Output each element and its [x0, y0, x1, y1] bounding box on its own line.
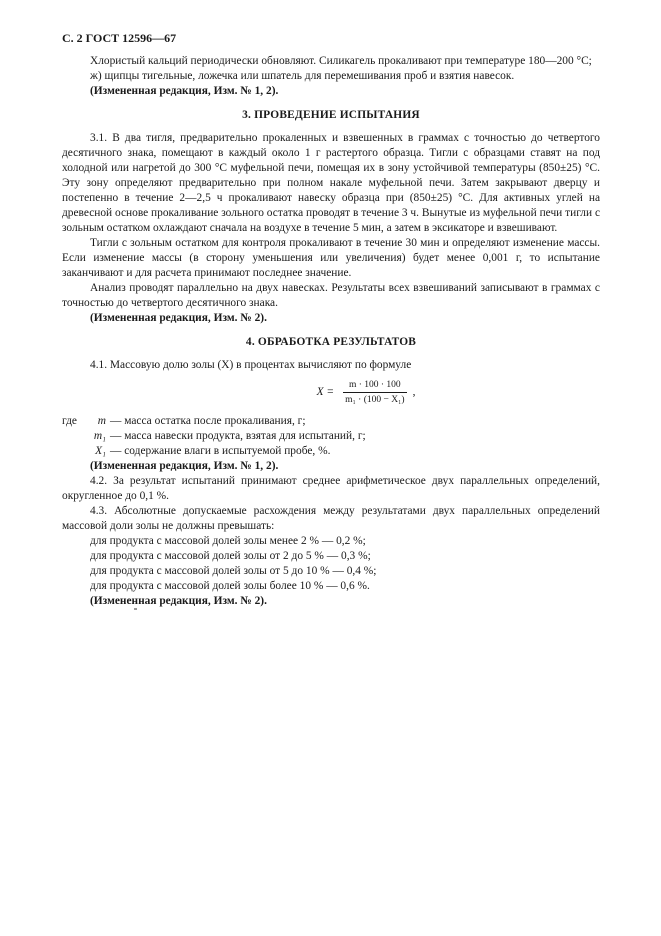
section-4-revision-note-2: (Измененная редакция, Изм. № 2).: [90, 595, 267, 607]
formula-denominator: m₁ · (100 − X₁): [345, 395, 405, 405]
list-item: для продукта с массовой долей золы более 10 % — 0,6 %.: [90, 580, 370, 592]
formula-fraction: [339, 379, 410, 406]
ash-formula: [62, 379, 600, 406]
section-4-revision-note-1: (Измененная редакция, Изм. № 1, 2).: [90, 460, 279, 472]
where-row: [62, 444, 600, 459]
section-4-paragraph-3: 4.3. Абсолютные допускаемые расхождения между результатами двух параллельных определений массовой доли золы не должны превышать:: [62, 505, 600, 532]
where-row: [62, 429, 600, 444]
section-4-paragraph-1: 4.1. Массовую долю золы (X) в процентах вычисляют по формуле: [90, 359, 412, 371]
formula-lhs: X =: [316, 386, 335, 398]
scan-speck: [134, 608, 137, 610]
list-item: для продукта с массовой долей золы менее 2 % — 0,2 %;: [90, 535, 366, 547]
where-text: — масса навески продукта, взятая для испытаний, г;: [110, 430, 366, 442]
where-lead: где: [62, 415, 77, 427]
section-3-paragraph-3: Анализ проводят параллельно на двух навесках. Результаты всех взвешиваний записывают в граммах с точностью до четвертого десятичного знака.: [62, 282, 600, 309]
section-3-title: 3. ПРОВЕДЕНИЕ ИСПЫТАНИЯ: [242, 109, 420, 121]
section-3-revision-note: (Измененная редакция, Изм. № 2).: [90, 312, 267, 324]
intro-paragraph-1: Хлористый кальций периодически обновляют. Силикагель прокаливают при температуре 180—200 °С;: [90, 55, 592, 67]
intro-paragraph-2: ж) щипцы тигельные, ложечка или шпатель для перемешивания проб и взятия навесок.: [90, 70, 515, 82]
where-text: — масса остатка после прокаливания, г;: [110, 415, 306, 427]
where-lead: [62, 444, 86, 459]
where-lead: [62, 429, 86, 444]
page-header: С. 2 ГОСТ 12596—67: [62, 31, 177, 45]
intro-revision-note: (Измененная редакция, Изм. № 1, 2).: [90, 85, 279, 97]
list-item: для продукта с массовой долей золы от 2 до 5 % — 0,3 %;: [90, 550, 371, 562]
section-3-paragraph-2: Тигли с зольным остатком для контроля прокаливают в течение 30 мин и определяют изменение массы. Если изменение массы (в сторону уменьшения или увеличения) будет менее 0,001 г, то испытание заканчивают и для расчета принимают последнее значение.: [62, 237, 600, 279]
where-symbol: X₁: [95, 445, 106, 457]
section-4-paragraph-2: 4.2. За результат испытаний принимают среднее арифметическое двух параллельных определений, округленное до 0,1 %.: [62, 475, 600, 502]
list-item: для продукта с массовой долей золы от 5 до 10 % — 0,4 %;: [90, 565, 377, 577]
section-4-title: 4. ОБРАБОТКА РЕЗУЛЬТАТОВ: [245, 336, 417, 348]
where-row: [62, 414, 600, 429]
where-symbol: m: [97, 415, 106, 427]
where-symbol: m₁: [93, 430, 106, 442]
section-3-paragraph-1: 3.1. В два тигля, предварительно прокаленных и взвешенных в граммах с точностью до четвертого десятичного знака, помещают в каждый около 1 г растертого образца. Тигли с образцами ставят на под холодной или нагретой до 300 °С муфельной печи, помещая их в зону устойчивой температуры (850±25) °С. Эту зону определяют предварительно при полном накале муфельной печи. Затем закрывают дверцу и постепенно в течение 2—2,5 ч прокаливают навеску образца при (850±25) °С. Для активных углей на древесной основе прокаливание зольного остатка проводят в течение 3 ч. Вынутые из муфельной печи тигли с зольным остатком охлаждают сначала на воздухе в течение 5 мин, а затем в эксикаторе и взвешивают.: [62, 132, 600, 234]
where-text: — содержание влаги в испытуемой пробе, %.: [110, 445, 331, 457]
formula-numerator: m · 100 · 100: [343, 379, 407, 393]
document-body: [62, 54, 600, 609]
formula-tail: ,: [412, 386, 416, 398]
